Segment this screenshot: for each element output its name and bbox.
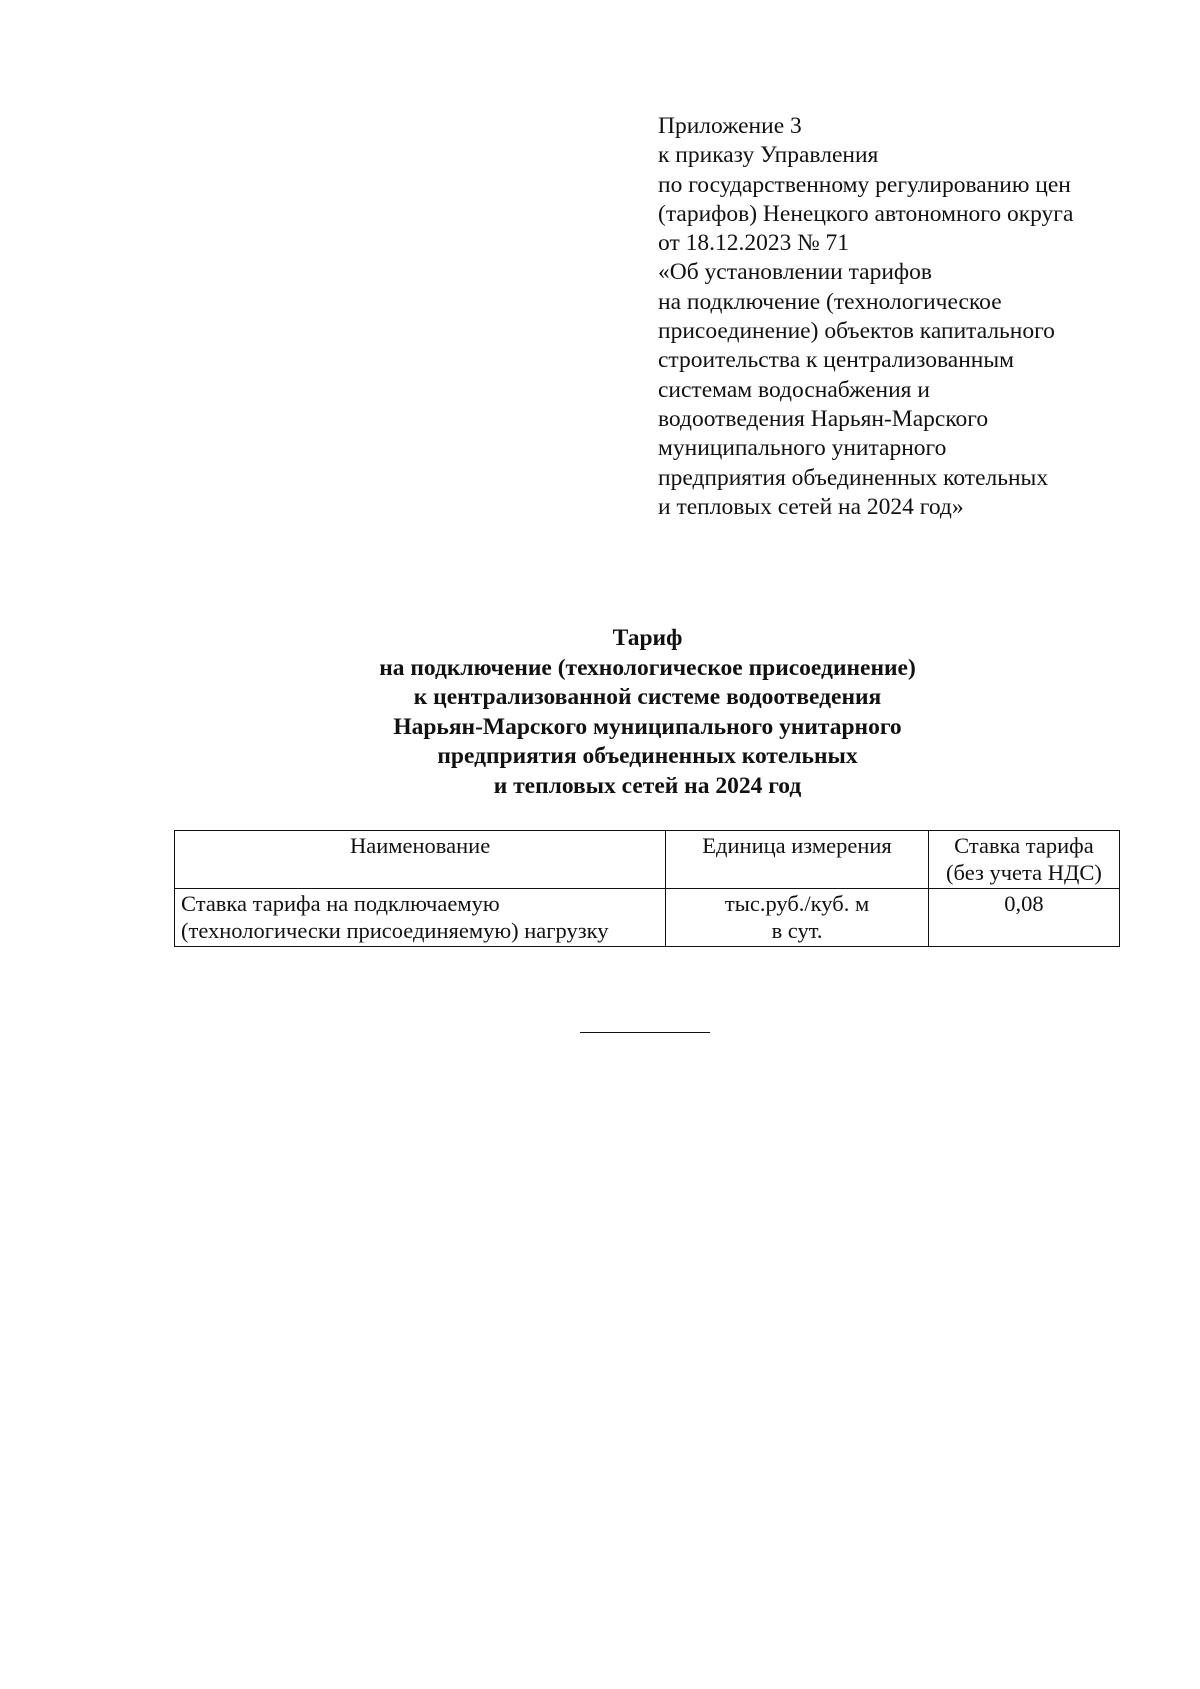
row-name-line: Ставка тарифа на подключаемую (181, 891, 500, 916)
row-name-line: (технологически присоединяемую) нагрузку (181, 918, 609, 943)
table-row (175, 889, 1120, 947)
document-title (175, 624, 1120, 802)
appendix-line: от 18.12.2023 № 71 (658, 230, 850, 257)
appendix-line: муниципального унитарного (658, 435, 947, 462)
row-rate-value: 0,08 (1004, 891, 1044, 916)
appendix-line: Приложение 3 (658, 113, 802, 139)
title-line: Тариф (612, 625, 683, 651)
table-header-row (175, 831, 1120, 889)
row-unit-line: тыс.руб./куб. м (724, 891, 870, 916)
header-rate-label: Ставка тарифа (954, 833, 1094, 858)
title-line: к централизованной системе водоотведения (413, 684, 882, 711)
appendix-line: (тарифов) Ненецкого автономного округа (658, 200, 1074, 227)
appendix-line: водоотведения Нарьян-Марского (658, 405, 989, 432)
header-unit-label: Единица измерения (702, 833, 892, 858)
appendix-line: и тепловых сетей на 2024 год» (658, 493, 964, 520)
title-line: Нарьян-Марского муниципального унитарного (393, 713, 902, 740)
appendix-line: строительства к централизованным (658, 347, 1015, 374)
tariff-table (174, 830, 1120, 947)
row-unit-line: в сут. (771, 918, 823, 943)
header-rate (928, 831, 1119, 889)
header-name-label: Наименование (350, 833, 491, 858)
appendix-header (658, 112, 1178, 522)
appendix-line: на подключение (технологическое (658, 288, 1002, 315)
header-rate-note: (без учета НДС) (946, 860, 1102, 885)
end-divider (580, 1032, 710, 1033)
appendix-line: по государственному регулированию цен (658, 171, 1071, 198)
appendix-line: к приказу Управления (658, 142, 879, 169)
appendix-line: предприятия объединенных котельных (658, 464, 1049, 491)
appendix-line: «Об установлении тарифов (658, 259, 932, 286)
appendix-line: системам водоснабжения и (658, 376, 930, 403)
title-line: предприятия объединенных котельных (437, 743, 858, 770)
header-name (175, 831, 666, 889)
row-name-cell (175, 889, 666, 947)
header-unit (666, 831, 929, 889)
appendix-line: присоединение) объектов капитального (658, 318, 1055, 345)
title-line: на подключение (технологическое присоединение) (379, 654, 916, 681)
row-unit-cell (666, 889, 929, 947)
title-line: и тепловых сетей на 2024 год (493, 772, 802, 799)
row-rate-cell (928, 889, 1119, 947)
